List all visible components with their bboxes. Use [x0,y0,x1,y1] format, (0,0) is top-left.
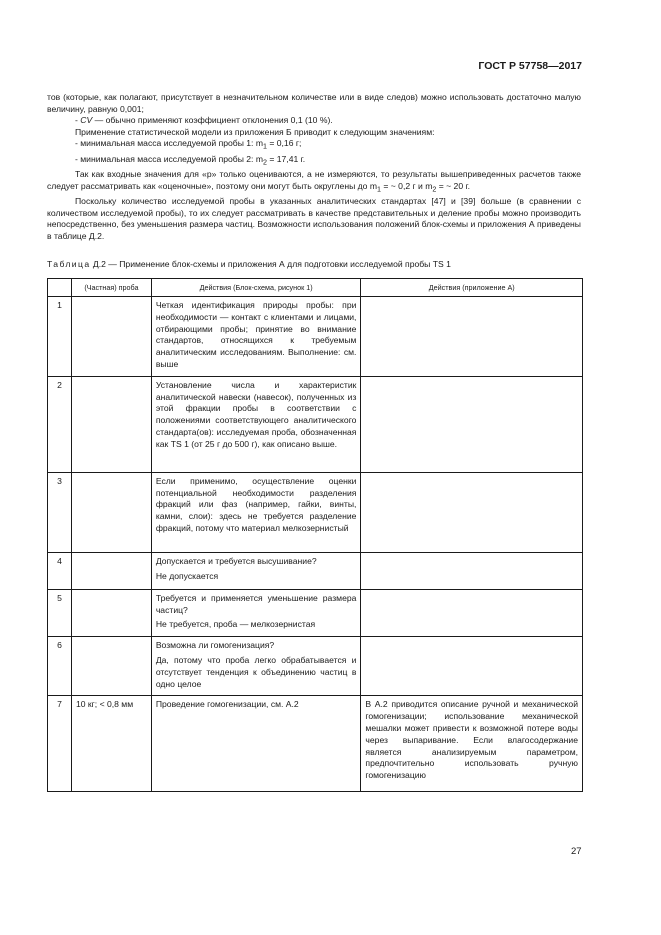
table-row [48,297,583,377]
paragraph-1: тов (которые, как полагают, присутствует в незначительном количестве или в виде следов) можно использовать достаточно малую величину, равную 0,001; [47,92,581,114]
table-caption [47,259,607,269]
m1-line [47,138,581,153]
row-num: 3 [48,472,72,552]
row-sample [71,297,151,377]
row-sample [71,637,151,696]
row-num: 1 [48,297,72,377]
paragraph-3 [47,169,581,196]
row-answer: Установление числа и характеристик аналитической навески (навесок), полученных из этой фракции пробы в соответствии с положениями соответствующего аналитического стандарта(ов): исследуемая проба, обозначенная как TS 1 (от 25 г до 500 г), как описано выше. [155,379,357,449]
row-annex [361,376,583,472]
row-sample [71,376,151,472]
m1-value: = 0,16 г; [266,138,302,149]
caption-text: Д.2 — Применение блок-схемы и приложения А для подготовки исследуемой пробы TS 1 [90,259,451,269]
row-sample [71,472,151,552]
m1-sub: 1 [262,143,267,152]
table-row [48,696,583,792]
table-row [48,472,583,552]
standard-number: ГОСТ Р 57758—2017 [478,60,582,72]
table-row [48,589,583,636]
row-question: Требуется и применяется уменьшение размера частиц? [155,592,357,615]
row-num: 5 [48,589,72,636]
p3-part-a: Так как входные значения для «р» только оцениваются, а не измеряются, то результаты вышеприведенных расчетов также следует рассматривать как «оценочные», поэтому они могут быть округлены до m [47,169,581,191]
row-answer: Если применимо, осуществление оценки потенциальной необходимости разделения фракций или фаз (например, гайки, винты, камни, слои): здесь не требуется разделение фракций, потому что материал мелкозернистый [155,475,357,533]
header-actions-annex: Действия (приложение А) [361,279,583,297]
page-number: 27 [571,846,582,857]
header-actions-flow: Действия (Блок-схема, рисунок 1) [151,279,361,297]
row-annex [361,472,583,552]
p3-part-b: = ~ 0,2 г и m [380,180,433,191]
row-sample [71,552,151,589]
m2-text: - минимальная масса исследуемой пробы 2: m [75,153,263,164]
table-row [48,637,583,696]
row-action [151,472,361,552]
row-num: 2 [48,376,72,472]
cv-text: — обычно применяют коэффициент отклонения 0,1 (10 %). [92,115,333,126]
paragraph-2: Применение статистической модели из приложения Б приводит к следующим значениям: [75,126,435,137]
row-answer: Не требуется, проба — мелкозернистая [155,619,316,630]
table-row [48,552,583,589]
caption-word: Таблица [47,259,91,269]
row-answer: Четкая идентификация природы пробы: при необходимости — контакт с клиентами и лицами, отбирающими пробы; принятие во внимание стандартов, относящихся к требуемым аналитическим исследованиям. Выполнение: см. выше [155,300,357,369]
table-header-row [48,279,583,297]
row-annex: В А.2 приводится описание ручной и механической гомогенизации; использование механической мешалки может привести к возможной потере воды через выпаривание. Если влагосодержание является анализируемым параметром, предпочтительно использовать ручную гомогенизацию [361,696,583,792]
row-action [151,589,361,636]
row-sample: 10 кг; < 0,8 мм [71,696,151,792]
row-num: 6 [48,637,72,696]
row-answer: Не допускается [155,570,219,581]
m2-value: = 17,41 г. [266,153,306,164]
table-d2 [47,278,583,792]
row-question: Допускается и требуется высушивание? [155,555,317,566]
header-sample: (Частная) проба [71,279,151,297]
row-num: 4 [48,552,72,589]
m2-sub: 2 [262,158,267,167]
cv-dash: - [75,115,78,126]
m2-line [47,154,581,169]
row-action [151,696,361,792]
row-answer: Проведение гомогенизации, см. А.2 [155,699,299,710]
row-annex [361,297,583,377]
p3-part-c: = ~ 20 г. [436,180,470,191]
row-action [151,376,361,472]
p3-sub-2: 2 [432,185,437,194]
table-row [48,376,583,472]
header-num [48,279,72,297]
intro-text [47,92,581,242]
row-answer: Да, потому что проба легко обрабатывается и отсутствует тенденция к объединению частиц в одно целое [155,654,357,689]
row-sample [71,589,151,636]
row-annex [361,589,583,636]
m1-text: - минимальная масса исследуемой пробы 1: m [75,138,263,149]
row-num: 7 [48,696,72,792]
row-action [151,637,361,696]
row-annex [361,637,583,696]
p3-sub-1: 1 [376,185,381,194]
row-annex [361,552,583,589]
cv-symbol: CV [80,115,93,126]
paragraph-4: Поскольку количество исследуемой пробы в указанных аналитических стандартах [47] и [39] больше (в сравнении с количеством исследуемой пробы), то их следует рассматривать в качестве представительных и деление пробы можно производить непосредственно, без уменьшения размера частиц. Возможности использования положений блок-схемы и приложения А приведены в таблице Д.2. [47,195,581,241]
row-action [151,552,361,589]
row-question: Возможна ли гомогенизация? [155,640,275,651]
cv-line [47,115,581,127]
row-action [151,297,361,377]
